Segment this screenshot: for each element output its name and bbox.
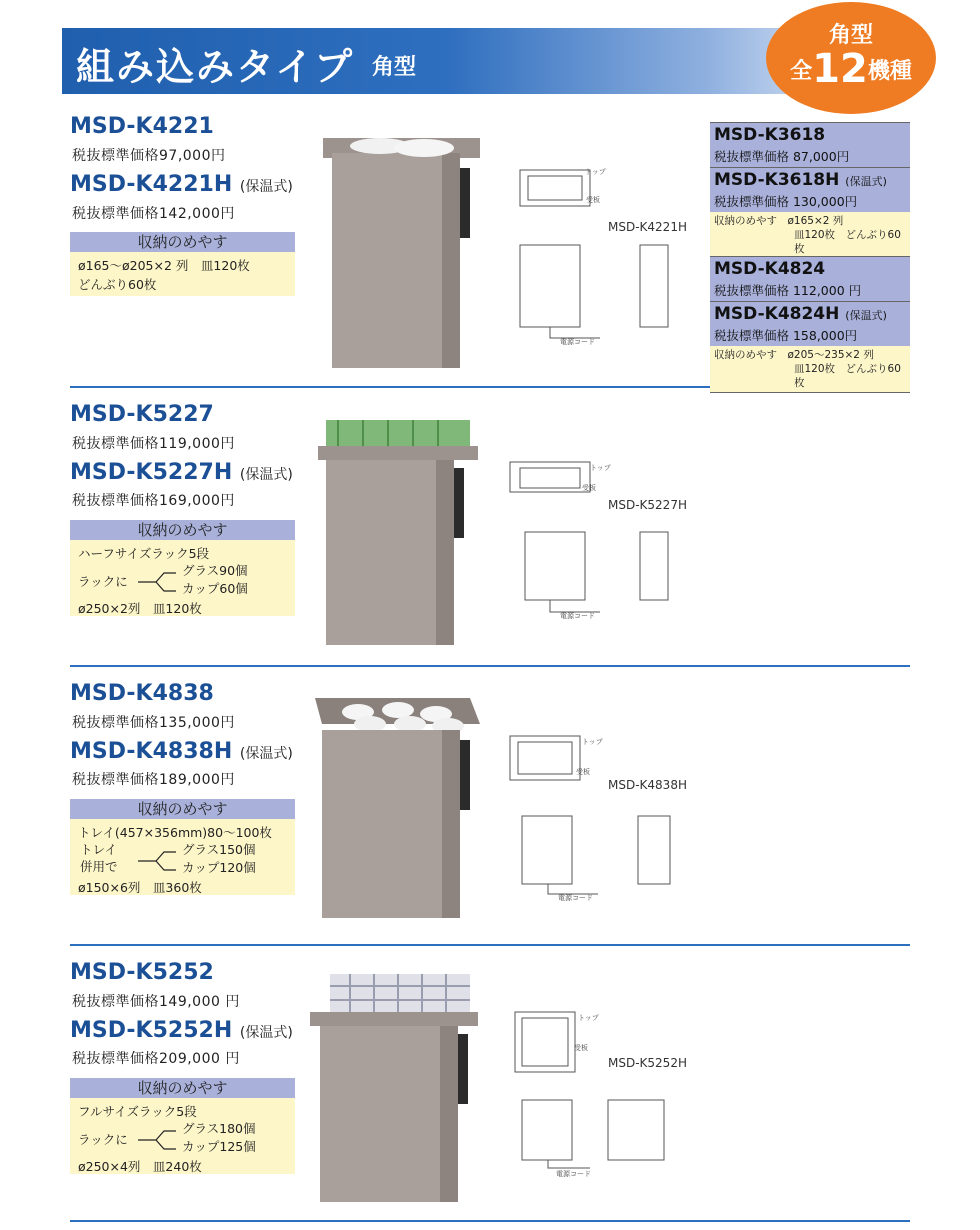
model-name: MSD-K4221 bbox=[70, 114, 214, 139]
drawing-cord-label: 電源コード bbox=[560, 612, 595, 620]
sidebox-price-h: 税抜標準価格 130,000円 bbox=[710, 192, 910, 212]
price bbox=[72, 145, 226, 165]
drawing-bottom-label: 受板 bbox=[576, 768, 590, 776]
sidebox-capacity bbox=[710, 346, 910, 393]
tech-drawing-k5227 bbox=[490, 440, 700, 630]
bracket-icon bbox=[138, 1123, 178, 1157]
price-label: 税抜標準価格 bbox=[72, 436, 159, 452]
tech-drawing-k5252 bbox=[490, 992, 700, 1182]
bracket-icon bbox=[138, 844, 178, 878]
capacity-body bbox=[70, 540, 295, 616]
price bbox=[72, 433, 235, 453]
capacity-line: ø250×2列 皿120枚 bbox=[78, 601, 202, 616]
model-h: MSD-K5227H bbox=[70, 460, 233, 485]
sidebox-capacity bbox=[710, 212, 910, 259]
drawing-label: MSD-K4838H bbox=[608, 778, 687, 792]
capacity-line: ø150×6列 皿360枚 bbox=[78, 880, 202, 895]
capacity-line: トレイ(457×356mm)80～100枚 bbox=[78, 825, 272, 840]
drawing-cord-label: 電源コード bbox=[556, 1170, 591, 1178]
price-value-h: 142,000円 bbox=[159, 206, 235, 222]
capacity-rack-label: トレイ bbox=[80, 842, 117, 857]
capacity-glass: グラス90個 bbox=[182, 563, 248, 578]
badge-line2 bbox=[766, 46, 936, 92]
sidebox-model-h bbox=[710, 301, 910, 326]
price-label: 税抜標準価格 bbox=[72, 206, 159, 222]
price-h bbox=[72, 1048, 240, 1068]
capacity-header: 収納のめやす bbox=[70, 799, 295, 819]
capacity-body bbox=[70, 252, 295, 296]
bracket-icon bbox=[138, 565, 178, 599]
model-count-badge bbox=[766, 2, 936, 114]
sidebox-model: MSD-K4824 bbox=[710, 256, 910, 281]
model-name-h bbox=[70, 172, 293, 197]
sidebox-model: MSD-K3618 bbox=[710, 122, 910, 147]
capacity-header: 収納のめやす bbox=[70, 1078, 295, 1098]
product-photo-k5227 bbox=[318, 408, 480, 648]
capacity-line: ハーフサイズラック5段 bbox=[78, 546, 210, 561]
heat-note: (保温式) bbox=[845, 309, 887, 322]
drawing-label: MSD-K5227H bbox=[608, 498, 687, 512]
price-h bbox=[72, 769, 235, 789]
section-divider bbox=[70, 665, 910, 667]
price-label: 税抜標準価格 bbox=[72, 772, 159, 788]
price-value-h: 189,000円 bbox=[159, 772, 235, 788]
capacity-cup: カップ60個 bbox=[182, 581, 248, 596]
price-label: 税抜標準価格 bbox=[72, 493, 159, 509]
page-subtitle: 角型 bbox=[372, 55, 417, 80]
sidebox-model-h-name: MSD-K4824H bbox=[714, 304, 840, 324]
model-h: MSD-K5252H bbox=[70, 1018, 233, 1043]
model-h: MSD-K4838H bbox=[70, 739, 233, 764]
capacity-rack-label: ラックに bbox=[78, 1132, 128, 1147]
price-label: 税抜標準価格 bbox=[72, 715, 159, 731]
capacity-glass: グラス150個 bbox=[182, 842, 256, 857]
capacity-body bbox=[70, 819, 295, 895]
model-name-h bbox=[70, 739, 293, 764]
heat-note: (保温式) bbox=[845, 175, 887, 188]
capacity-rack-group bbox=[78, 1121, 287, 1157]
price-label: 税抜標準価格 bbox=[72, 1051, 159, 1067]
sidebox-model-h bbox=[710, 167, 910, 192]
price-h bbox=[72, 490, 235, 510]
product-photo-k5252 bbox=[310, 968, 482, 1204]
drawing-cord-label: 電源コード bbox=[558, 894, 593, 902]
capacity-rack-group bbox=[78, 842, 287, 878]
heat-note: (保温式) bbox=[239, 1025, 293, 1041]
drawing-label: MSD-K5252H bbox=[608, 1056, 687, 1070]
capacity-rack-group bbox=[78, 563, 287, 599]
product-photo-k4221 bbox=[318, 128, 480, 374]
capacity-header: 収納のめやす bbox=[70, 232, 295, 252]
model-name: MSD-K4838 bbox=[70, 681, 214, 706]
drawing-top-label: トップ bbox=[582, 738, 603, 746]
sidebox-k3618 bbox=[710, 122, 910, 259]
sidebox-cap-line: 皿120枚 どんぶり60枚 bbox=[794, 229, 901, 255]
page-title: 組み込みタイプ bbox=[76, 45, 355, 89]
model-name: MSD-K5227 bbox=[70, 402, 214, 427]
price-label: 税抜標準価格 bbox=[72, 148, 159, 164]
drawing-top-label: トップ bbox=[578, 1014, 599, 1022]
section-divider bbox=[70, 1220, 910, 1222]
sidebox-price-h: 税抜標準価格 158,000円 bbox=[710, 326, 910, 346]
sidebox-cap-line: 収納のめやす ø205～235×2 列 bbox=[714, 349, 874, 361]
model-name: MSD-K5252 bbox=[70, 960, 214, 985]
badge-number: 12 bbox=[812, 46, 868, 92]
section-divider bbox=[70, 944, 910, 946]
price-value: 119,000円 bbox=[159, 436, 235, 452]
drawing-label: MSD-K4221H bbox=[608, 220, 687, 234]
capacity-line: どんぶり60枚 bbox=[78, 277, 157, 292]
drawing-top-label: トップ bbox=[590, 464, 611, 472]
heat-note: (保温式) bbox=[239, 746, 293, 762]
capacity-rack-label: 併用で bbox=[80, 859, 118, 874]
capacity-line: フルサイズラック5段 bbox=[78, 1104, 197, 1119]
capacity-body bbox=[70, 1098, 295, 1174]
drawing-top-label: トップ bbox=[585, 168, 606, 176]
capacity-header: 収納のめやす bbox=[70, 520, 295, 540]
price-value: 149,000 円 bbox=[159, 994, 240, 1010]
drawing-bottom-label: 受板 bbox=[586, 196, 600, 204]
price-label: 税抜標準価格 bbox=[72, 994, 159, 1010]
capacity-cup: カップ120個 bbox=[182, 860, 256, 875]
drawing-bottom-label: 受板 bbox=[582, 484, 596, 492]
tech-drawing-k4221 bbox=[490, 150, 700, 350]
tech-drawing-k4838 bbox=[490, 714, 700, 904]
drawing-cord-label: 電源コード bbox=[560, 338, 595, 346]
heat-note: (保温式) bbox=[239, 179, 293, 195]
product-photo-k4838 bbox=[310, 690, 480, 922]
sidebox-price: 税抜標準価格 87,000円 bbox=[710, 147, 910, 167]
price bbox=[72, 712, 235, 732]
sidebox-cap-line: 収納のめやす ø165×2 列 bbox=[714, 215, 844, 227]
badge-prefix: 全 bbox=[790, 59, 813, 84]
sidebox-model-h-name: MSD-K3618H bbox=[714, 170, 840, 190]
price-value-h: 169,000円 bbox=[159, 493, 235, 509]
capacity-rack-label: ラックに bbox=[78, 574, 128, 589]
heat-note: (保温式) bbox=[239, 467, 293, 483]
sidebox-price: 税抜標準価格 112,000 円 bbox=[710, 281, 910, 301]
badge-suffix: 機種 bbox=[867, 59, 912, 84]
model-name-h bbox=[70, 460, 293, 485]
price-value-h: 209,000 円 bbox=[159, 1051, 240, 1067]
capacity-line: ø250×4列 皿240枚 bbox=[78, 1159, 202, 1174]
sidebox-k4824 bbox=[710, 256, 910, 393]
price bbox=[72, 991, 240, 1011]
capacity-cup: カップ125個 bbox=[182, 1139, 256, 1154]
model-name-h bbox=[70, 1018, 293, 1043]
drawing-bottom-label: 受板 bbox=[574, 1044, 588, 1052]
capacity-glass: グラス180個 bbox=[182, 1121, 256, 1136]
sidebox-cap-line: 皿120枚 どんぶり60枚 bbox=[794, 363, 901, 389]
badge-line1: 角型 bbox=[828, 23, 873, 48]
model-h: MSD-K4221H bbox=[70, 172, 233, 197]
price-value: 135,000円 bbox=[159, 715, 235, 731]
price-h bbox=[72, 203, 235, 223]
capacity-line: ø165～ø205×2 列 皿120枚 bbox=[78, 258, 250, 273]
price-value: 97,000円 bbox=[159, 148, 226, 164]
